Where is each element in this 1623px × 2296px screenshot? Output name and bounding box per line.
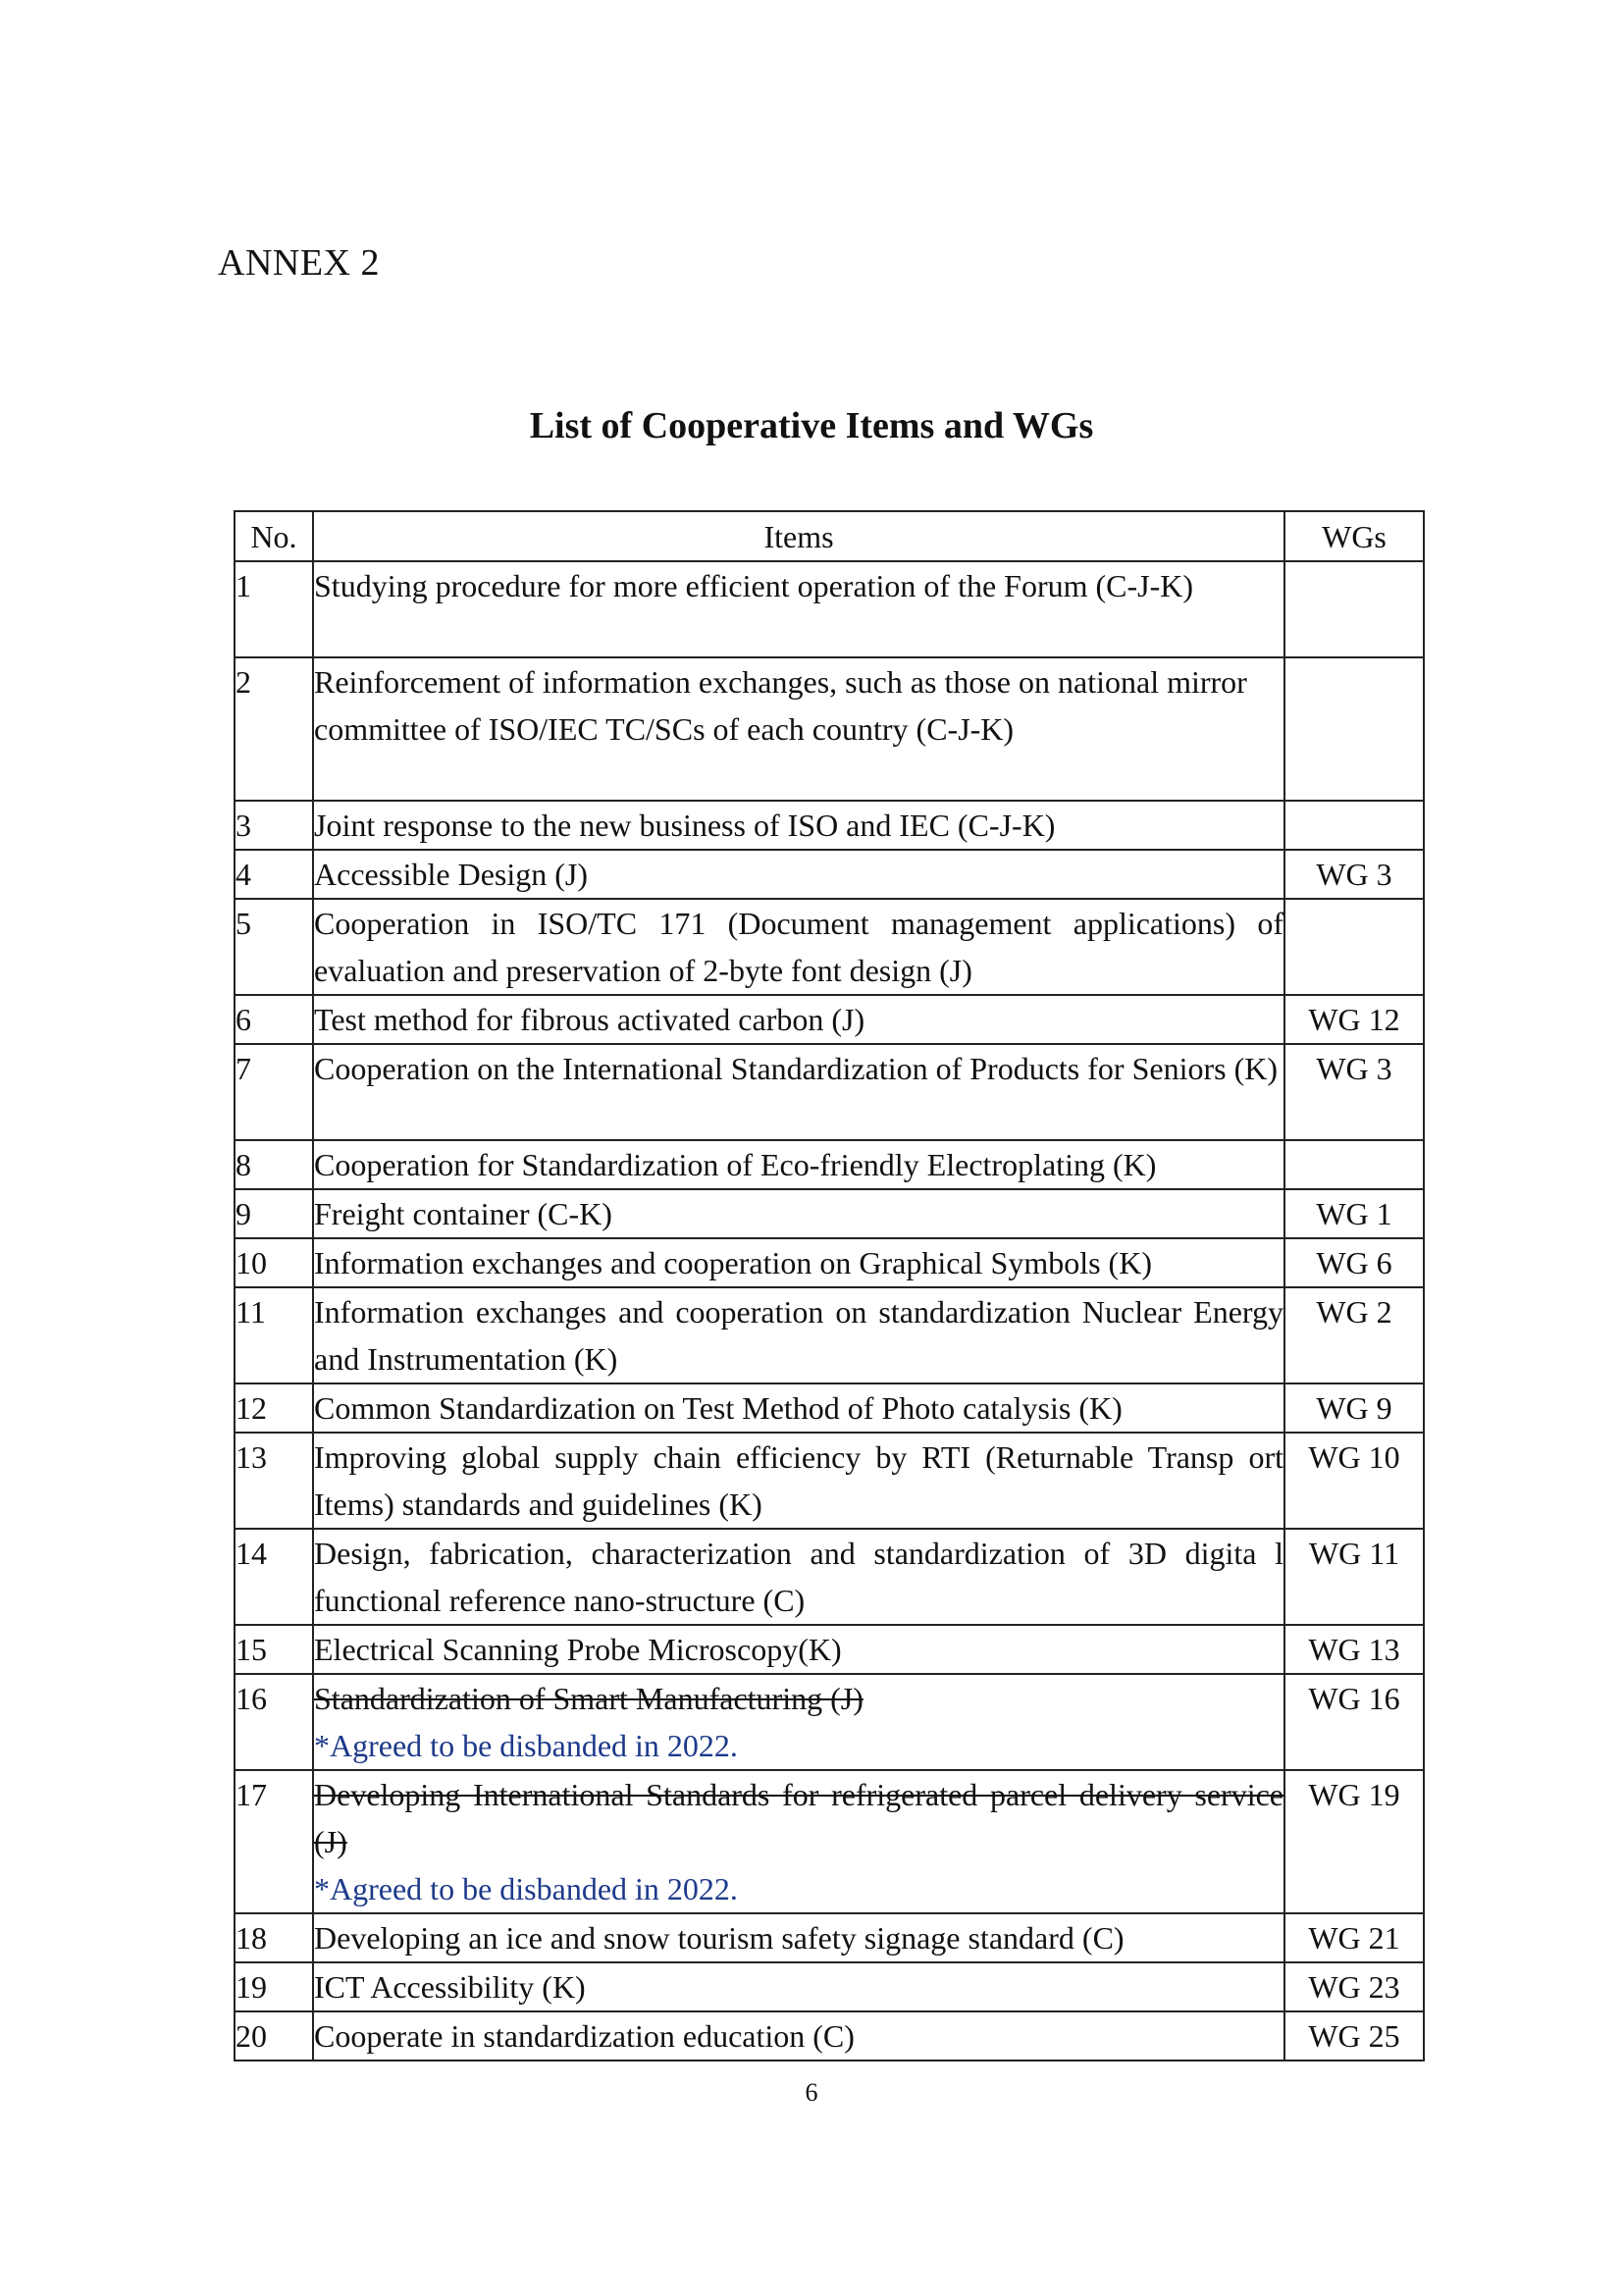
row-item: Test method for fibrous activated carbon (J)	[313, 995, 1284, 1044]
row-wg	[1284, 1140, 1424, 1189]
row-wg: WG 16	[1284, 1674, 1424, 1770]
row-wg: WG 19	[1284, 1770, 1424, 1913]
page-number: 6	[805, 2078, 818, 2107]
header-no: No.	[235, 511, 313, 561]
row-item-struck-text: Developing International Standards for refrigerated parcel delivery service (J)	[314, 1777, 1283, 1859]
row-number: 7	[235, 1044, 313, 1140]
row-number: 19	[235, 1962, 313, 2011]
cooperative-items-table	[234, 510, 1425, 2061]
table-row	[235, 1529, 1424, 1625]
disbanded-note: *Agreed to be disbanded in 2022.	[314, 1728, 738, 1763]
row-wg: WG 3	[1284, 1044, 1424, 1140]
row-number: 1	[235, 561, 313, 657]
row-item: Studying procedure for more efficient operation of the Forum (C-J-K)	[313, 561, 1284, 657]
row-number: 10	[235, 1238, 313, 1287]
table-row	[235, 1287, 1424, 1383]
row-number: 8	[235, 1140, 313, 1189]
table-row	[235, 1674, 1424, 1770]
row-wg: WG 9	[1284, 1383, 1424, 1433]
table-row	[235, 1625, 1424, 1674]
row-number: 17	[235, 1770, 313, 1913]
row-wg: WG 23	[1284, 1962, 1424, 2011]
table-row	[235, 1770, 1424, 1913]
header-wgs: WGs	[1284, 511, 1424, 561]
table-row	[235, 899, 1424, 995]
row-number: 11	[235, 1287, 313, 1383]
row-item: Improving global supply chain efficiency by RTI (Returnable Transp ort Items) standards and guidelines (K)	[313, 1433, 1284, 1529]
row-number: 3	[235, 801, 313, 850]
table-row	[235, 1913, 1424, 1962]
row-number: 2	[235, 657, 313, 801]
row-number: 9	[235, 1189, 313, 1238]
row-wg: WG 2	[1284, 1287, 1424, 1383]
row-item: Developing an ice and snow tourism safety signage standard (C)	[313, 1913, 1284, 1962]
row-item: Information exchanges and cooperation on standardization Nuclear Energy and Instrumentation (K)	[313, 1287, 1284, 1383]
row-item: Electrical Scanning Probe Microscopy(K)	[313, 1625, 1284, 1674]
row-number: 12	[235, 1383, 313, 1433]
row-wg: WG 10	[1284, 1433, 1424, 1529]
table-row	[235, 1962, 1424, 2011]
row-number: 5	[235, 899, 313, 995]
row-item-text: Reinforcement of information exchanges, such as those on national mirror	[314, 664, 1247, 700]
table-row	[235, 2011, 1424, 2061]
row-item: Information exchanges and cooperation on Graphical Symbols (K)	[313, 1238, 1284, 1287]
row-item: Cooperate in standardization education (C)	[313, 2011, 1284, 2061]
table-row	[235, 1140, 1424, 1189]
disbanded-note: *Agreed to be disbanded in 2022.	[314, 1871, 738, 1906]
row-item: Design, fabrication, characterization and standardization of 3D digita l functional reference nano-structure (C)	[313, 1529, 1284, 1625]
row-item: Cooperation on the International Standardization of Products for Seniors (K)	[313, 1044, 1284, 1140]
row-wg: WG 1	[1284, 1189, 1424, 1238]
row-wg	[1284, 899, 1424, 995]
header-items: Items	[313, 511, 1284, 561]
row-number: 4	[235, 850, 313, 899]
table-header-row	[235, 511, 1424, 561]
row-item	[313, 1770, 1284, 1913]
table-row	[235, 1433, 1424, 1529]
row-item-text-continued: committee of ISO/IEC TC/SCs of each country (C-J-K)	[314, 711, 1015, 747]
row-wg: WG 6	[1284, 1238, 1424, 1287]
row-item: Common Standardization on Test Method of Photo catalysis (K)	[313, 1383, 1284, 1433]
row-number: 13	[235, 1433, 313, 1529]
row-item: Cooperation in ISO/TC 171 (Document management applications) of evaluation and preservation of 2-byte font design (J)	[313, 899, 1284, 995]
row-wg: WG 11	[1284, 1529, 1424, 1625]
row-item	[313, 1674, 1284, 1770]
row-number: 14	[235, 1529, 313, 1625]
table-row	[235, 1189, 1424, 1238]
row-wg	[1284, 657, 1424, 801]
row-number: 18	[235, 1913, 313, 1962]
annex-heading: ANNEX 2	[218, 242, 380, 284]
row-wg: WG 25	[1284, 2011, 1424, 2061]
table-row	[235, 801, 1424, 850]
table-row	[235, 850, 1424, 899]
table-row	[235, 561, 1424, 657]
table-row	[235, 1383, 1424, 1433]
row-number: 15	[235, 1625, 313, 1674]
row-item: Joint response to the new business of ISO and IEC (C-J-K)	[313, 801, 1284, 850]
row-wg: WG 21	[1284, 1913, 1424, 1962]
row-item: Accessible Design (J)	[313, 850, 1284, 899]
row-wg: WG 12	[1284, 995, 1424, 1044]
table-row	[235, 1044, 1424, 1140]
row-wg: WG 3	[1284, 850, 1424, 899]
row-item	[313, 657, 1284, 801]
row-item-struck-text: Standardization of Smart Manufacturing (J)	[314, 1681, 864, 1716]
table-row	[235, 657, 1424, 801]
row-item: ICT Accessibility (K)	[313, 1962, 1284, 2011]
row-item: Cooperation for Standardization of Eco-friendly Electroplating (K)	[313, 1140, 1284, 1189]
row-wg: WG 13	[1284, 1625, 1424, 1674]
table-row	[235, 1238, 1424, 1287]
row-number: 6	[235, 995, 313, 1044]
row-wg	[1284, 801, 1424, 850]
table-row	[235, 995, 1424, 1044]
row-item: Freight container (C-K)	[313, 1189, 1284, 1238]
row-wg	[1284, 561, 1424, 657]
row-number: 16	[235, 1674, 313, 1770]
row-number: 20	[235, 2011, 313, 2061]
page-title: List of Cooperative Items and WGs	[529, 405, 1094, 446]
